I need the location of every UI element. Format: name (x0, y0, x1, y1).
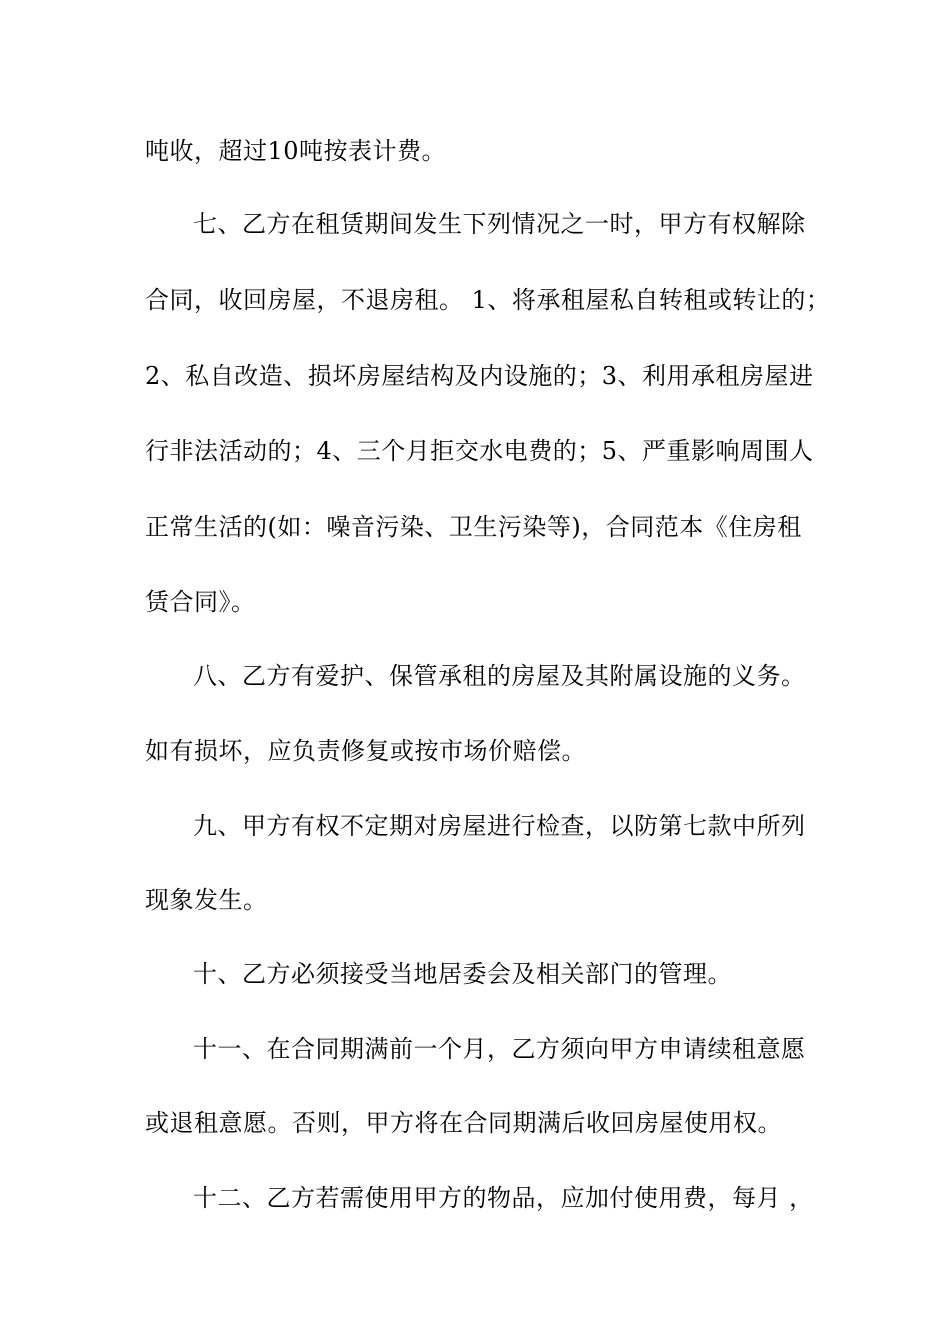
text-line: 七、乙方在租赁期间发生下列情况之一时，甲方有权解除 (193, 210, 806, 238)
text-line: 如有损坏，应负责修复或按市场价赔偿。 (145, 737, 586, 765)
text-line: 2、私自改造、损坏房屋结构及内设施的；3、利用承租房屋进 (145, 362, 814, 390)
text-line: 合同，收回房屋，不退房租。 1、将承租屋私自转租或转让的； (145, 286, 831, 314)
text-line: 或退租意愿。否则，甲方将在合同期满后收回房屋使用权。 (145, 1109, 782, 1137)
text-line: 十一、在合同期满前一个月，乙方须向甲方申请续租意愿 (193, 1035, 806, 1063)
text-line: 吨收，超过10吨按表计费。 (145, 137, 447, 165)
text-line: 九、甲方有权不定期对房屋进行检查，以防第七款中所列 (193, 812, 806, 840)
text-line: 正常生活的(如：噪音污染、卫生污染等)，合同范本《住房租 (145, 513, 802, 541)
text-line: 现象发生。 (145, 886, 268, 914)
text-line: 行非法活动的；4、三个月拒交水电费的；5、严重影响周围人 (145, 437, 814, 465)
text-line: 十、乙方必须接受当地居委会及相关部门的管理。 (193, 960, 732, 988)
text-line: 十二、乙方若需使用甲方的物品，应加付使用费，每月 ， (193, 1184, 814, 1212)
text-line: 赁合同》。 (145, 588, 256, 616)
text-line: 八、乙方有爱护、保管承租的房屋及其附属设施的义务。 (193, 662, 806, 690)
